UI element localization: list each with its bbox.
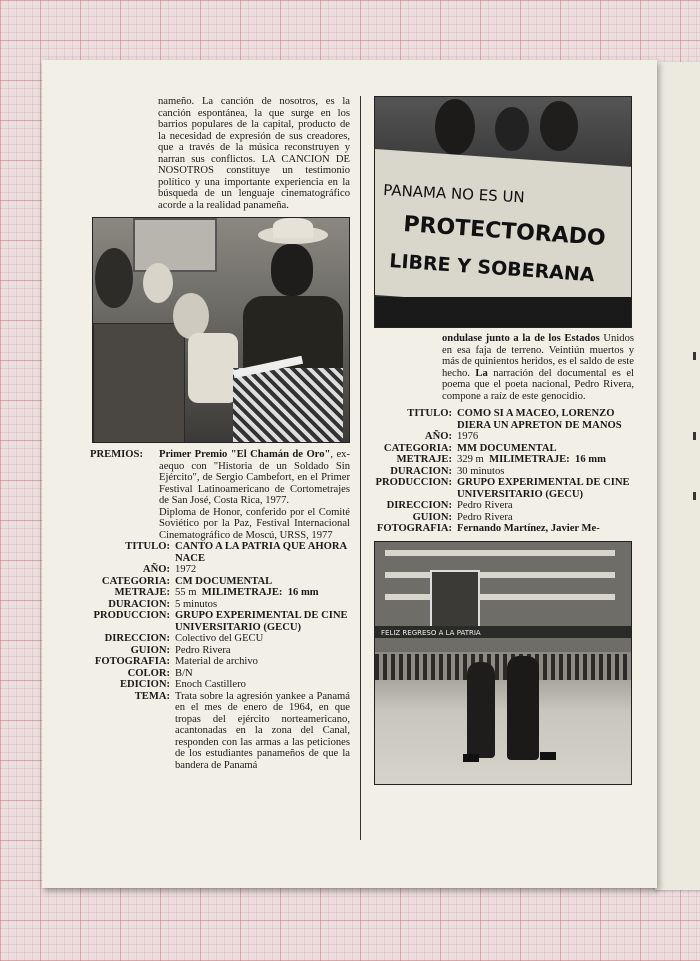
r-titulo-value: COMO SI A MACEO, LORENZO DIERA UN APRETON DE MANOS xyxy=(457,408,622,431)
categoria-row xyxy=(90,576,350,588)
intro-paragraph: nameño. La canción de nosotros, es la canción espontánea, la que surge en los barrios populares de la capital, producto de la necesidad de expresión de sus creadores, que a través de la música reconstruyen y narran sus conflictos. LA CANCION DE NOSOTROS constituye un testimonio político y una importante experiencia en la búsqueda de un lenguaje cinematográfico acorde a la realidad panameña. xyxy=(158,96,350,211)
continuation-text-2: narración del documental es el poema que el poeta nacional, Pedro Rivera, compone a raíz de este genocidio. xyxy=(442,367,634,402)
r-titulo-label: TITULO: xyxy=(407,408,452,419)
color-label: COLOR: xyxy=(127,667,170,679)
r-produccion-row xyxy=(374,477,634,500)
titulo-row xyxy=(90,541,350,564)
photo-protest-banner xyxy=(374,96,632,328)
edicion-row xyxy=(90,679,350,691)
duracion-row xyxy=(90,599,350,611)
left-film-details xyxy=(90,449,350,771)
guion-row xyxy=(90,645,350,657)
ano-label: AÑO: xyxy=(142,564,170,575)
guion-label: GUION: xyxy=(130,644,170,656)
r-duracion-label: DURACION: xyxy=(390,465,452,477)
banner-line-3: LIBRE Y SOBERANA xyxy=(388,250,596,287)
r-categoria-label: CATEGORIA: xyxy=(383,442,452,454)
premios-award-text: , ex-aequo con "Historia de un Soldado Sin Ejército", de Sergio Cambefort, en el Primer Festival Latinoamericano de Cortometrajes de San José, Costa Rica, 1977. xyxy=(159,449,350,506)
r-direccion-row xyxy=(374,500,634,512)
metraje-row xyxy=(90,587,350,599)
r-guion-row xyxy=(374,512,634,524)
edicion-label: EDICION: xyxy=(119,679,170,690)
premios-row xyxy=(90,449,350,541)
milimetraje-label: MILIMETRAJE: xyxy=(201,587,283,598)
photo-singer-with-crowd xyxy=(92,217,350,443)
r-metraje-label: METRAJE: xyxy=(396,454,452,465)
duracion-value: 5 minutos xyxy=(175,598,218,610)
r-fotografia-value: Fernando Martínez, Javier Me- xyxy=(457,523,600,534)
ano-row xyxy=(90,564,350,576)
fotografia-value: Material de archivo xyxy=(175,656,258,667)
direccion-row xyxy=(90,633,350,645)
right-film-details xyxy=(374,408,634,535)
guion-value: Pedro Rivera xyxy=(175,644,231,656)
r-produccion-value: GRUPO EXPERIMENTAL DE CINE UNIVERSITARIO (GECU) xyxy=(457,477,630,500)
fotografia-label: FOTOGRAFIA: xyxy=(94,656,170,667)
categoria-value: CM DOCUMENTAL xyxy=(175,575,273,587)
r-milimetraje-value: 16 mm xyxy=(575,454,606,465)
r-titulo-row xyxy=(374,408,634,431)
r-duracion-value: 30 minutos xyxy=(457,465,505,477)
continuation-bold-2: La xyxy=(469,367,488,379)
categoria-label: CATEGORIA: xyxy=(101,575,170,587)
tema-label: TEMA: xyxy=(134,690,170,702)
titulo-label: TITULO: xyxy=(125,541,170,552)
continuation-bold: ondulase junto a la de los Estados xyxy=(442,333,600,344)
r-duracion-row xyxy=(374,466,634,478)
premios-label: PREMIOS: xyxy=(90,449,143,460)
color-row xyxy=(90,668,350,680)
r-categoria-row xyxy=(374,443,634,455)
right-column xyxy=(374,96,634,785)
r-direccion-value: Pedro Rivera xyxy=(457,500,513,511)
left-column xyxy=(90,96,350,771)
r-ano-label: AÑO: xyxy=(424,431,452,442)
r-guion-value: Pedro Rivera xyxy=(457,511,513,523)
r-direccion-label: DIRECCION: xyxy=(386,500,452,511)
metraje-value: 55 m xyxy=(175,587,197,598)
duracion-label: DURACION: xyxy=(108,598,170,610)
r-metraje-value: 329 m xyxy=(457,454,484,465)
document-page xyxy=(42,60,657,888)
next-page-edge xyxy=(655,62,700,890)
continuation-paragraph xyxy=(374,333,634,402)
premios-diploma: Diploma de Honor, conferido por el Comité Soviético por la Paz, Festival Internacional Cinematográfico de Moscú, URSS, 1977 xyxy=(159,506,350,541)
fotografia-row xyxy=(90,656,350,668)
produccion-value: GRUPO EXPERIMENTAL DE CINE UNIVERSITARIO (GECU) xyxy=(175,610,348,633)
r-fotografia-row xyxy=(374,523,634,535)
column-divider xyxy=(360,96,361,840)
produccion-row xyxy=(90,610,350,633)
color-value: B/N xyxy=(175,667,193,679)
r-ano-value: 1976 xyxy=(457,431,479,442)
r-categoria-value: MM DOCUMENTAL xyxy=(457,442,557,454)
ano-value: 1972 xyxy=(175,564,197,575)
banner-line-1: PANAMA NO ES UN xyxy=(382,181,526,207)
r-guion-label: GUION: xyxy=(412,511,452,523)
premios-award-title: Primer Premio "El Chamán de Oro" xyxy=(159,449,331,460)
parade-sign-text: FELIZ REGRESO A LA PATRIA xyxy=(381,628,481,637)
milimetraje-value: 16 mm xyxy=(287,587,319,598)
protest-banner-text xyxy=(375,97,631,327)
continuation-text: Unidos en esa faja de terreno. Veintiún muertos y más de quinientos heridos, es el saldo de este hecho. xyxy=(442,333,634,379)
photo-soldiers-parade xyxy=(374,541,632,785)
r-produccion-label: PRODUCCION: xyxy=(375,477,452,488)
r-milimetraje-label: MILIMETRAJE: xyxy=(489,454,570,465)
r-metraje-row xyxy=(374,454,634,466)
direccion-value: Colectivo del GECU xyxy=(175,633,264,644)
r-ano-row xyxy=(374,431,634,443)
tema-row xyxy=(90,691,350,772)
tema-value: Trata sobre la agresión yankee a Panamá en el mes de enero de 1964, en que tropas del ejército norteamericano, acantonadas en la zona del Canal, responden con las armas a las peticiones de los estudiantes panameños de que la bandera de Panamá xyxy=(175,690,350,771)
r-fotografia-label: FOTOGRAFIA: xyxy=(376,523,452,534)
metraje-label: METRAJE: xyxy=(114,587,170,598)
edicion-value: Enoch Castillero xyxy=(175,679,246,690)
titulo-value: CANTO A LA PATRIA QUE AHORA NACE xyxy=(175,541,347,564)
banner-line-2: PROTECTORADO xyxy=(402,212,607,252)
direccion-label: DIRECCION: xyxy=(104,633,170,644)
produccion-label: PRODUCCION: xyxy=(93,610,170,621)
